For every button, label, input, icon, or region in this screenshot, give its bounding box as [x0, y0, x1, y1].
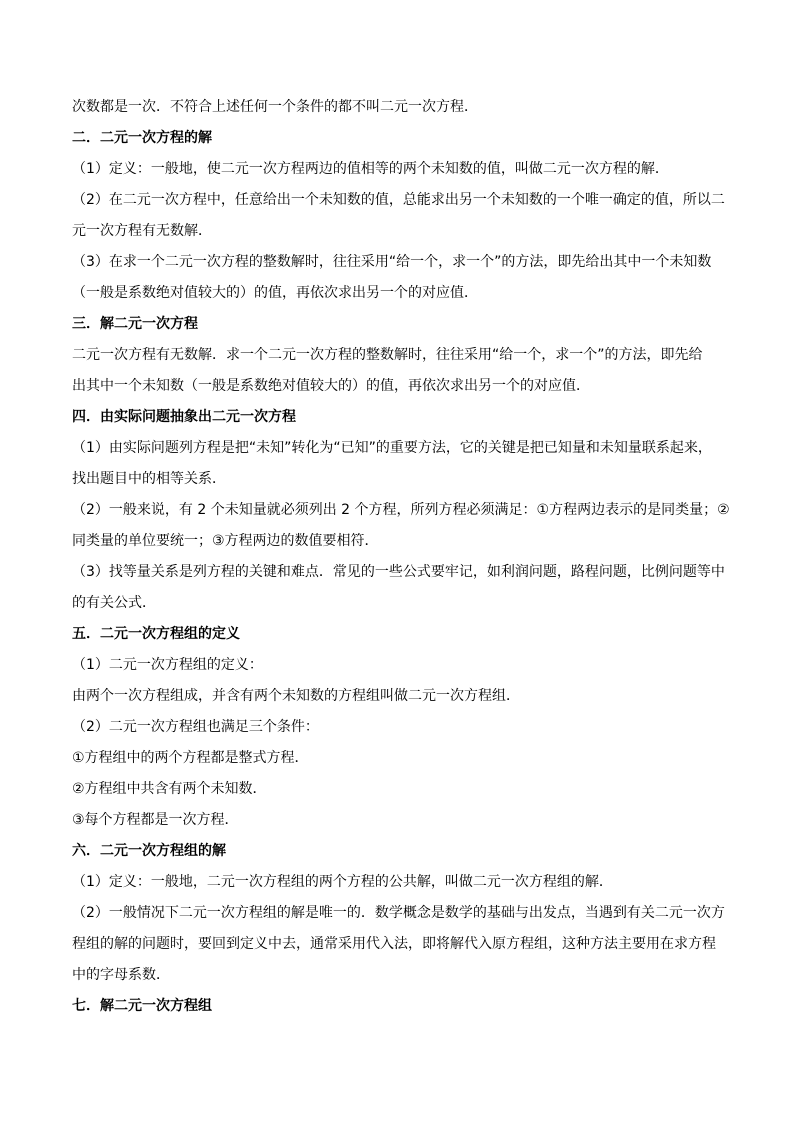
section-heading-2: 二．二元一次方程的解 — [72, 130, 212, 146]
paragraph-line: （2）在二元一次方程中，任意给出一个未知数的值，总能求出另一个未知数的一个唯一确定的值，所以二 — [72, 192, 725, 208]
paragraph-line: 程组的解的问题时，要回到定义中去，通常采用代入法，即将解代入原方程组，这种方法主要用在求方程 — [72, 936, 716, 952]
section-heading-3: 三．解二元一次方程 — [72, 316, 198, 332]
section-heading-6: 六．二元一次方程组的解 — [72, 843, 226, 859]
paragraph-line: 的有关公式． — [72, 595, 156, 611]
paragraph-line: 次数都是一次．不符合上述任何一个条件的都不叫二元一次方程． — [72, 99, 478, 115]
paragraph-line: 二元一次方程有无数解．求一个二元一次方程的整数解时，往往采用“给一个，求一个”的方法，即先给 — [72, 347, 703, 363]
paragraph-line: 同类量的单位要统一；③方程两边的数值要相符． — [72, 533, 379, 549]
paragraph-line: 由两个一次方程组成，并含有两个未知数的方程组叫做二元一次方程组． — [72, 688, 520, 704]
paragraph-line: （2）一般来说，有 2 个未知量就必须列出 2 个方程，所列方程必须满足：①方程两边表示的是同类量；② — [72, 502, 730, 518]
paragraph-line: （1）定义：一般地，二元一次方程组的两个方程的公共解，叫做二元一次方程组的解． — [72, 874, 613, 890]
paragraph-line: 找出题目中的相等关系． — [72, 471, 226, 487]
section-heading-4: 四．由实际问题抽象出二元一次方程 — [72, 409, 296, 425]
paragraph-line: （3）在求一个二元一次方程的整数解时，往往采用“给一个，求一个”的方法，即先给出其中一个未知数 — [72, 254, 712, 270]
paragraph-line: （2）二元一次方程组也满足三个条件： — [72, 719, 319, 735]
paragraph-line: 元一次方程有无数解． — [72, 223, 212, 239]
paragraph-line: （1）定义：一般地，使二元一次方程两边的值相等的两个未知数的值，叫做二元一次方程的解． — [72, 161, 669, 177]
paragraph-line: 中的字母系数． — [72, 967, 170, 983]
paragraph-line: （一般是系数绝对值较大的）的值，再依次求出另一个的对应值． — [72, 285, 478, 301]
paragraph-line: （1）二元一次方程组的定义： — [72, 657, 263, 673]
document-page — [72, 96, 730, 1017]
list-item: ②方程组中共含有两个未知数． — [72, 781, 267, 797]
paragraph-line: （3）找等量关系是列方程的关键和难点．常见的一些公式要牢记，如利润问题，路程问题，比例问题等中 — [72, 564, 725, 580]
list-item: ①方程组中的两个方程都是整式方程． — [72, 750, 309, 766]
list-item: ③每个方程都是一次方程． — [72, 812, 239, 828]
section-heading-7: 七．解二元一次方程组 — [72, 998, 212, 1014]
paragraph-line: （2）一般情况下二元一次方程组的解是唯一的．数学概念是数学的基础与出发点，当遇到有关二元一次方 — [72, 905, 725, 921]
section-heading-5: 五．二元一次方程组的定义 — [72, 626, 240, 642]
paragraph-line: 出其中一个未知数（一般是系数绝对值较大的）的值，再依次求出另一个的对应值． — [72, 378, 590, 394]
paragraph-line: （1）由实际问题列方程是把“未知”转化为“已知”的重要方法，它的关键是把已知量和未知量联系起来， — [72, 440, 712, 456]
